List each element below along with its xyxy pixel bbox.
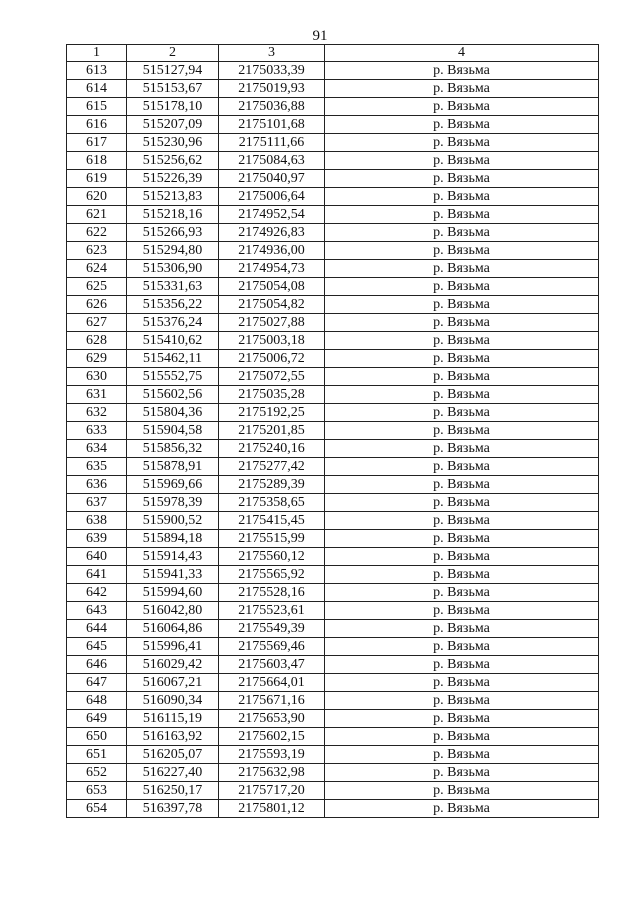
table-row (67, 422, 599, 440)
point-number-cell: 632 (67, 404, 127, 422)
description-cell: р. Вязьма (325, 746, 599, 764)
table-row (67, 530, 599, 548)
y-coordinate-cell: 2175358,65 (219, 494, 325, 512)
y-coordinate-cell: 2175801,12 (219, 800, 325, 818)
x-coordinate-cell: 516067,21 (127, 674, 219, 692)
table-row (67, 728, 599, 746)
table-row (67, 278, 599, 296)
y-coordinate-cell: 2174936,00 (219, 242, 325, 260)
point-number-cell: 648 (67, 692, 127, 710)
table-row (67, 260, 599, 278)
description-cell: р. Вязьма (325, 512, 599, 530)
description-cell: р. Вязьма (325, 656, 599, 674)
table-row (67, 80, 599, 98)
point-number-cell: 638 (67, 512, 127, 530)
table-row (67, 296, 599, 314)
description-cell: р. Вязьма (325, 566, 599, 584)
x-coordinate-cell: 516115,19 (127, 710, 219, 728)
point-number-cell: 622 (67, 224, 127, 242)
y-coordinate-cell: 2175632,98 (219, 764, 325, 782)
x-coordinate-cell: 515900,52 (127, 512, 219, 530)
x-coordinate-cell: 515996,41 (127, 638, 219, 656)
description-cell: р. Вязьма (325, 170, 599, 188)
x-coordinate-cell: 516227,40 (127, 764, 219, 782)
description-cell: р. Вязьма (325, 440, 599, 458)
table-row (67, 134, 599, 152)
x-coordinate-cell: 516205,07 (127, 746, 219, 764)
x-coordinate-cell: 515904,58 (127, 422, 219, 440)
x-coordinate-cell: 515230,96 (127, 134, 219, 152)
table-row (67, 386, 599, 404)
table-row (67, 458, 599, 476)
description-cell: р. Вязьма (325, 206, 599, 224)
description-cell: р. Вязьма (325, 584, 599, 602)
y-coordinate-cell: 2175192,25 (219, 404, 325, 422)
point-number-cell: 646 (67, 656, 127, 674)
y-coordinate-cell: 2175515,99 (219, 530, 325, 548)
point-number-cell: 650 (67, 728, 127, 746)
description-cell: р. Вязьма (325, 710, 599, 728)
y-coordinate-cell: 2175565,92 (219, 566, 325, 584)
description-cell: р. Вязьма (325, 332, 599, 350)
table-row (67, 170, 599, 188)
table-row (67, 314, 599, 332)
x-coordinate-cell: 515969,66 (127, 476, 219, 494)
point-number-cell: 614 (67, 80, 127, 98)
x-coordinate-cell: 515294,80 (127, 242, 219, 260)
table-row (67, 206, 599, 224)
description-cell: р. Вязьма (325, 404, 599, 422)
x-coordinate-cell: 515226,39 (127, 170, 219, 188)
y-coordinate-cell: 2175006,72 (219, 350, 325, 368)
table-row (67, 602, 599, 620)
point-number-cell: 625 (67, 278, 127, 296)
point-number-cell: 651 (67, 746, 127, 764)
x-coordinate-cell: 515207,09 (127, 116, 219, 134)
x-coordinate-cell: 515127,94 (127, 62, 219, 80)
description-cell: р. Вязьма (325, 260, 599, 278)
table-row (67, 674, 599, 692)
y-coordinate-cell: 2175277,42 (219, 458, 325, 476)
point-number-cell: 653 (67, 782, 127, 800)
y-coordinate-cell: 2174954,73 (219, 260, 325, 278)
table-row (67, 656, 599, 674)
point-number-cell: 639 (67, 530, 127, 548)
point-number-cell: 627 (67, 314, 127, 332)
description-cell: р. Вязьма (325, 602, 599, 620)
y-coordinate-cell: 2175036,88 (219, 98, 325, 116)
point-number-cell: 620 (67, 188, 127, 206)
x-coordinate-cell: 515376,24 (127, 314, 219, 332)
description-cell: р. Вязьма (325, 764, 599, 782)
y-coordinate-cell: 2175054,82 (219, 296, 325, 314)
x-coordinate-cell: 515856,32 (127, 440, 219, 458)
header-col-3: 3 (219, 45, 325, 62)
point-number-cell: 616 (67, 116, 127, 134)
table-row (67, 548, 599, 566)
y-coordinate-cell: 2174952,54 (219, 206, 325, 224)
description-cell: р. Вязьма (325, 674, 599, 692)
x-coordinate-cell: 515462,11 (127, 350, 219, 368)
point-number-cell: 619 (67, 170, 127, 188)
table-row (67, 764, 599, 782)
table-row (67, 332, 599, 350)
description-cell: р. Вязьма (325, 152, 599, 170)
y-coordinate-cell: 2175201,85 (219, 422, 325, 440)
description-cell: р. Вязьма (325, 458, 599, 476)
description-cell: р. Вязьма (325, 116, 599, 134)
table-row (67, 116, 599, 134)
point-number-cell: 645 (67, 638, 127, 656)
x-coordinate-cell: 515804,36 (127, 404, 219, 422)
y-coordinate-cell: 2175084,63 (219, 152, 325, 170)
y-coordinate-cell: 2175035,28 (219, 386, 325, 404)
point-number-cell: 633 (67, 422, 127, 440)
y-coordinate-cell: 2175072,55 (219, 368, 325, 386)
table-row (67, 368, 599, 386)
x-coordinate-cell: 516397,78 (127, 800, 219, 818)
point-number-cell: 621 (67, 206, 127, 224)
description-cell: р. Вязьма (325, 494, 599, 512)
y-coordinate-cell: 2175003,18 (219, 332, 325, 350)
point-number-cell: 623 (67, 242, 127, 260)
x-coordinate-cell: 516250,17 (127, 782, 219, 800)
point-number-cell: 631 (67, 386, 127, 404)
x-coordinate-cell: 515894,18 (127, 530, 219, 548)
table-row (67, 800, 599, 818)
y-coordinate-cell: 2175101,68 (219, 116, 325, 134)
x-coordinate-cell: 515331,63 (127, 278, 219, 296)
description-cell: р. Вязьма (325, 134, 599, 152)
point-number-cell: 644 (67, 620, 127, 638)
x-coordinate-cell: 515941,33 (127, 566, 219, 584)
table-row (67, 224, 599, 242)
header-col-2: 2 (127, 45, 219, 62)
description-cell: р. Вязьма (325, 350, 599, 368)
table-row (67, 692, 599, 710)
point-number-cell: 617 (67, 134, 127, 152)
point-number-cell: 635 (67, 458, 127, 476)
point-number-cell: 630 (67, 368, 127, 386)
y-coordinate-cell: 2175054,08 (219, 278, 325, 296)
x-coordinate-cell: 516090,34 (127, 692, 219, 710)
table-row (67, 512, 599, 530)
x-coordinate-cell: 515994,60 (127, 584, 219, 602)
coordinates-table (66, 44, 599, 818)
x-coordinate-cell: 515410,62 (127, 332, 219, 350)
y-coordinate-cell: 2175671,16 (219, 692, 325, 710)
table-row (67, 620, 599, 638)
header-col-1: 1 (67, 45, 127, 62)
y-coordinate-cell: 2175027,88 (219, 314, 325, 332)
description-cell: р. Вязьма (325, 224, 599, 242)
table-row (67, 476, 599, 494)
point-number-cell: 641 (67, 566, 127, 584)
point-number-cell: 613 (67, 62, 127, 80)
description-cell: р. Вязьма (325, 638, 599, 656)
y-coordinate-cell: 2175033,39 (219, 62, 325, 80)
y-coordinate-cell: 2175560,12 (219, 548, 325, 566)
y-coordinate-cell: 2175006,64 (219, 188, 325, 206)
table-row (67, 188, 599, 206)
point-number-cell: 649 (67, 710, 127, 728)
table-row (67, 494, 599, 512)
description-cell: р. Вязьма (325, 422, 599, 440)
x-coordinate-cell: 515306,90 (127, 260, 219, 278)
table-row (67, 710, 599, 728)
header-row (67, 45, 599, 62)
description-cell: р. Вязьма (325, 782, 599, 800)
x-coordinate-cell: 515218,16 (127, 206, 219, 224)
point-number-cell: 618 (67, 152, 127, 170)
description-cell: р. Вязьма (325, 98, 599, 116)
x-coordinate-cell: 516042,80 (127, 602, 219, 620)
point-number-cell: 628 (67, 332, 127, 350)
table-row (67, 584, 599, 602)
x-coordinate-cell: 515552,75 (127, 368, 219, 386)
point-number-cell: 640 (67, 548, 127, 566)
x-coordinate-cell: 515213,83 (127, 188, 219, 206)
table-row (67, 152, 599, 170)
x-coordinate-cell: 515256,62 (127, 152, 219, 170)
table-row (67, 62, 599, 80)
point-number-cell: 652 (67, 764, 127, 782)
point-number-cell: 637 (67, 494, 127, 512)
y-coordinate-cell: 2175528,16 (219, 584, 325, 602)
point-number-cell: 642 (67, 584, 127, 602)
description-cell: р. Вязьма (325, 620, 599, 638)
x-coordinate-cell: 515878,91 (127, 458, 219, 476)
y-coordinate-cell: 2175602,15 (219, 728, 325, 746)
y-coordinate-cell: 2175664,01 (219, 674, 325, 692)
x-coordinate-cell: 515602,56 (127, 386, 219, 404)
point-number-cell: 615 (67, 98, 127, 116)
table-row (67, 566, 599, 584)
y-coordinate-cell: 2174926,83 (219, 224, 325, 242)
table-row (67, 638, 599, 656)
description-cell: р. Вязьма (325, 548, 599, 566)
description-cell: р. Вязьма (325, 692, 599, 710)
y-coordinate-cell: 2175653,90 (219, 710, 325, 728)
x-coordinate-cell: 515914,43 (127, 548, 219, 566)
y-coordinate-cell: 2175549,39 (219, 620, 325, 638)
table-row (67, 350, 599, 368)
point-number-cell: 654 (67, 800, 127, 818)
header-col-4: 4 (325, 45, 599, 62)
y-coordinate-cell: 2175603,47 (219, 656, 325, 674)
table-row (67, 242, 599, 260)
description-cell: р. Вязьма (325, 386, 599, 404)
y-coordinate-cell: 2175717,20 (219, 782, 325, 800)
y-coordinate-cell: 2175111,66 (219, 134, 325, 152)
description-cell: р. Вязьма (325, 314, 599, 332)
description-cell: р. Вязьма (325, 80, 599, 98)
point-number-cell: 629 (67, 350, 127, 368)
y-coordinate-cell: 2175415,45 (219, 512, 325, 530)
description-cell: р. Вязьма (325, 476, 599, 494)
point-number-cell: 634 (67, 440, 127, 458)
y-coordinate-cell: 2175289,39 (219, 476, 325, 494)
x-coordinate-cell: 515178,10 (127, 98, 219, 116)
description-cell: р. Вязьма (325, 530, 599, 548)
description-cell: р. Вязьма (325, 368, 599, 386)
y-coordinate-cell: 2175523,61 (219, 602, 325, 620)
description-cell: р. Вязьма (325, 728, 599, 746)
table-row (67, 404, 599, 422)
y-coordinate-cell: 2175040,97 (219, 170, 325, 188)
y-coordinate-cell: 2175019,93 (219, 80, 325, 98)
x-coordinate-cell: 515356,22 (127, 296, 219, 314)
table-header (67, 45, 599, 62)
page-number: 91 (312, 28, 328, 44)
table-row (67, 746, 599, 764)
point-number-cell: 624 (67, 260, 127, 278)
x-coordinate-cell: 516163,92 (127, 728, 219, 746)
description-cell: р. Вязьма (325, 296, 599, 314)
point-number-cell: 636 (67, 476, 127, 494)
y-coordinate-cell: 2175240,16 (219, 440, 325, 458)
description-cell: р. Вязьма (325, 800, 599, 818)
table-body (67, 62, 599, 818)
x-coordinate-cell: 516029,42 (127, 656, 219, 674)
table-row (67, 440, 599, 458)
description-cell: р. Вязьма (325, 278, 599, 296)
description-cell: р. Вязьма (325, 62, 599, 80)
table-row (67, 782, 599, 800)
description-cell: р. Вязьма (325, 188, 599, 206)
x-coordinate-cell: 515153,67 (127, 80, 219, 98)
description-cell: р. Вязьма (325, 242, 599, 260)
y-coordinate-cell: 2175593,19 (219, 746, 325, 764)
x-coordinate-cell: 515978,39 (127, 494, 219, 512)
x-coordinate-cell: 515266,93 (127, 224, 219, 242)
y-coordinate-cell: 2175569,46 (219, 638, 325, 656)
point-number-cell: 626 (67, 296, 127, 314)
x-coordinate-cell: 516064,86 (127, 620, 219, 638)
table-row (67, 98, 599, 116)
point-number-cell: 647 (67, 674, 127, 692)
point-number-cell: 643 (67, 602, 127, 620)
